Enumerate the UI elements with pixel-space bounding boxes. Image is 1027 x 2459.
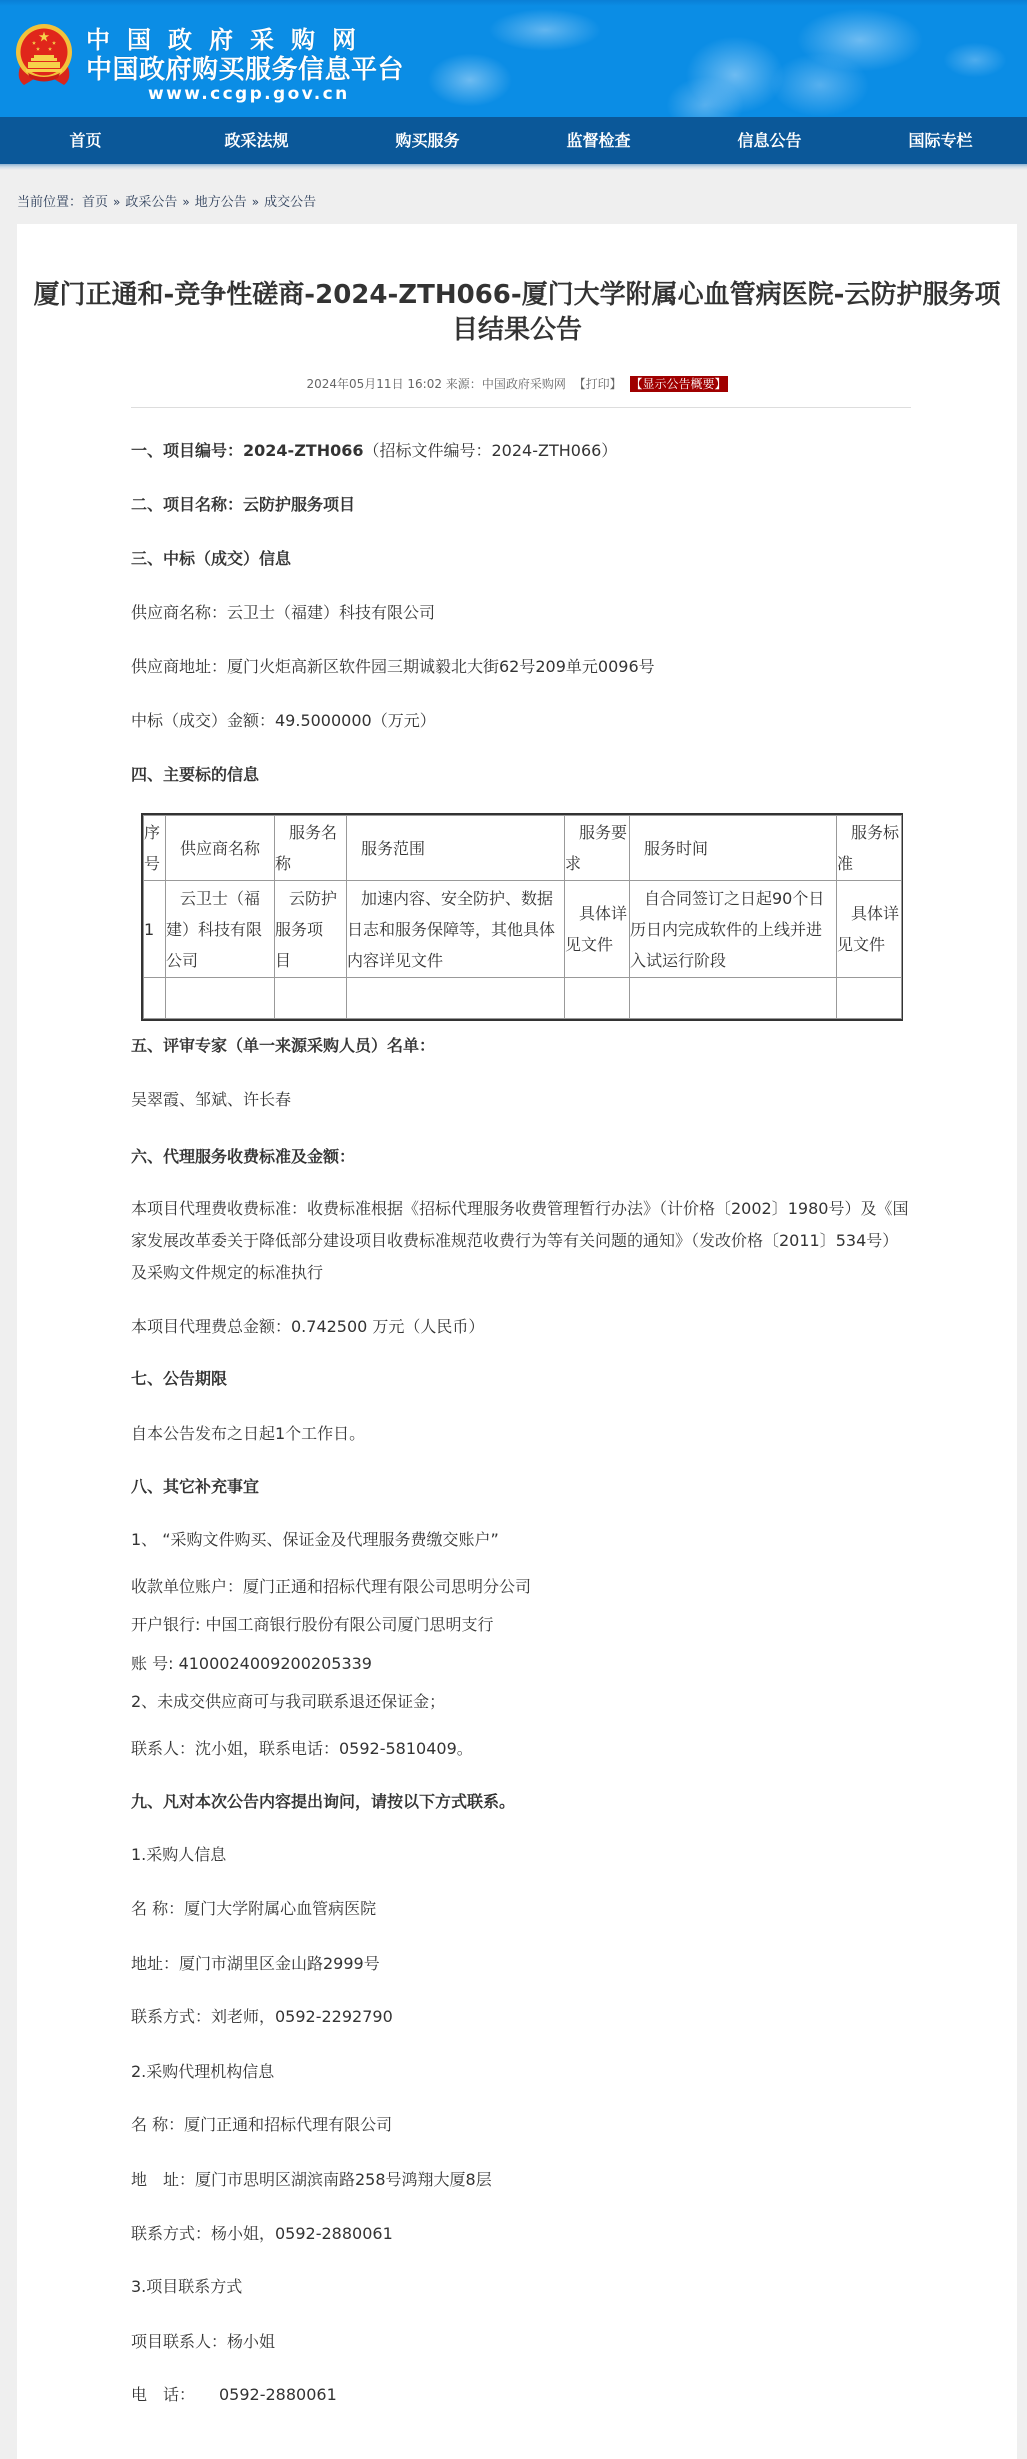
table-cell: 具体详见文件 [565, 881, 630, 978]
nav-item-regulations[interactable]: 政采法规 [224, 131, 289, 150]
section-2-label: 二、项目名称： [131, 495, 244, 514]
deal-amount: 中标（成交）金额：49.5000000（万元） [131, 711, 436, 730]
payment-account-item: 1、 “采购文件购买、保证金及代理服务费缴交账户” [131, 1530, 499, 1549]
section-7-heading: 七、公告期限 [131, 1369, 228, 1388]
breadcrumb [0, 170, 1027, 224]
agency-contact: 联系人：沈小姐，联系电话：0592-5810409。 [131, 1739, 473, 1758]
table-cell [144, 978, 166, 1019]
items-table-wrapper [141, 813, 903, 1021]
table-cell: 加速内容、安全防护、数据日志和服务保障等，其他具体内容详见文件 [347, 881, 565, 978]
payee-account: 收款单位账户：厦门正通和招标代理有限公司思明分公司 [131, 1577, 532, 1596]
project-name: 云防护服务项目 [243, 495, 356, 514]
main-nav [0, 117, 1027, 164]
table-row [144, 881, 902, 978]
purchaser-contact: 联系方式：刘老师，0592-2292790 [131, 2007, 393, 2026]
project-contact-title: 3.项目联系方式 [131, 2277, 243, 2296]
table-cell: 自合同签订之日起90个日历日内完成软件的上线并进入试运行阶段 [630, 881, 837, 978]
nav-item-purchase-services[interactable]: 购买服务 [395, 131, 460, 150]
announcement-period: 自本公告发布之日起1个工作日。 [131, 1424, 366, 1443]
site-url: www.ccgp.gov.cn [148, 84, 350, 104]
print-link[interactable]: 【打印】 [573, 377, 622, 391]
purchaser-address: 地址：厦门市湖里区金山路2999号 [131, 1954, 380, 1973]
national-emblem-icon [14, 21, 78, 91]
source-name: 中国政府采购网 [481, 377, 566, 391]
tender-doc-number: （招标文件编号：2024-ZTH066） [363, 441, 618, 460]
expert-names: 吴翠霞、邹斌、许长春 [131, 1090, 292, 1109]
section-4-heading: 四、主要标的信息 [131, 765, 260, 784]
project-number: 2024-ZTH066 [243, 441, 364, 460]
breadcrumb-prefix: 当前位置： [17, 195, 83, 210]
section-1-label: 一、项目编号： [131, 441, 244, 460]
section-8-heading: 八、其它补充事宜 [131, 1477, 260, 1496]
agency-name: 名 称：厦门正通和招标代理有限公司 [131, 2115, 393, 2134]
table-header-cell: 序号 [144, 816, 166, 881]
article-title: 厦门正通和-竞争性磋商-2024-ZTH066-厦门大学附属心血管病医院-云防护服务项目结果公告 [33, 280, 1001, 345]
table-cell [837, 978, 902, 1019]
section-project-name [131, 489, 913, 521]
table-header-cell: 服务时间 [630, 816, 837, 881]
breadcrumb-local-announcements[interactable]: 地方公告 [194, 195, 247, 210]
supplier-name: 供应商名称：云卫士（福建）科技有限公司 [131, 603, 436, 622]
fee-standard: 本项目代理费收费标准：收费标准根据《招标代理服务收费管理暂行办法》（计价格〔2002〕1980号）及《国家发展改革委关于降低部分建设项目收费标准规范收费行为等有关问题的通知》（发改价格〔2011〕534号）及采购文件规定的标准执行 [131, 1199, 909, 1282]
table-header-cell: 服务范围 [347, 816, 565, 881]
agency-contact-info: 联系方式：杨小姐，0592-2880061 [131, 2224, 393, 2243]
table-cell [630, 978, 837, 1019]
supplier-address: 供应商地址：厦门火炬高新区软件园三期诚毅北大街62号209单元0096号 [131, 657, 655, 676]
bank-name: 开户银行: 中国工商银行股份有限公司厦门思明支行 [131, 1615, 494, 1634]
site-banner [0, 0, 1027, 117]
table-cell [166, 978, 275, 1019]
project-contact-person: 项目联系人：杨小姐 [131, 2332, 276, 2351]
items-table [143, 815, 902, 1019]
table-header-cell: 服务名称 [275, 816, 347, 881]
table-cell: 1 [144, 881, 166, 978]
section-6-heading: 六、代理服务收费标准及金额： [131, 1147, 356, 1166]
table-header-cell: 服务标准 [837, 816, 902, 881]
breadcrumb-deal-announcements[interactable]: 成交公告 [264, 195, 317, 210]
site-subtitle: 中国政府购买服务信息平台 [86, 55, 405, 85]
agency-info-title: 2.采购代理机构信息 [131, 2062, 275, 2081]
table-header-cell: 服务要求 [565, 816, 630, 881]
article-body [131, 407, 913, 2411]
agency-address: 地 址：厦门市思明区湖滨南路258号鸿翔大厦8层 [131, 2170, 492, 2189]
table-header-cell: 供应商名称 [166, 816, 275, 881]
purchaser-name: 名 称：厦门大学附属心血管病医院 [131, 1899, 377, 1918]
article-meta [17, 374, 1017, 394]
nav-item-announcements[interactable]: 信息公告 [737, 131, 802, 150]
section-9-heading: 九、凡对本次公告内容提出询问，请按以下方式联系。 [131, 1792, 516, 1811]
publish-datetime: 2024年05月11日 16:02 [306, 377, 442, 391]
table-cell [275, 978, 347, 1019]
table-cell [347, 978, 565, 1019]
nav-item-supervision[interactable]: 监督检查 [566, 131, 631, 150]
article-panel [17, 224, 1017, 2459]
nav-item-international[interactable]: 国际专栏 [908, 131, 973, 150]
account-number: 账 号: 4100024009200205339 [131, 1654, 372, 1673]
table-cell [565, 978, 630, 1019]
table-cell: 云卫士（福建）科技有限公司 [166, 881, 275, 978]
source-label: 来源： [445, 377, 482, 391]
project-contact-phone: 电 话： 0592-2880061 [131, 2385, 337, 2404]
fee-total: 本项目代理费总金额：0.742500 万元（人民币） [131, 1317, 485, 1336]
breadcrumb-separator: » [251, 195, 260, 209]
title-divider [131, 407, 911, 408]
breadcrumb-separator: » [182, 195, 190, 209]
show-summary-button[interactable]: 【显示公告概要】 [630, 377, 727, 391]
breadcrumb-separator: » [113, 195, 121, 209]
section-5-heading: 五、评审专家（单一来源采购人员）名单： [131, 1036, 436, 1055]
section-3-heading: 三、中标（成交）信息 [131, 549, 292, 568]
breadcrumb-home[interactable]: 首页 [82, 195, 109, 210]
table-row [144, 978, 902, 1019]
table-cell: 具体详见文件 [837, 881, 902, 978]
purchaser-info-title: 1.采购人信息 [131, 1845, 227, 1864]
table-header-row [144, 816, 902, 881]
table-cell: 云防护服务项目 [275, 881, 347, 978]
nav-item-home[interactable]: 首页 [69, 131, 102, 150]
section-project-number [131, 435, 913, 467]
site-title: 中国政府采购网 [86, 26, 373, 54]
breadcrumb-procurement-announcements[interactable]: 政采公告 [125, 195, 178, 210]
deposit-refund-note: 2、未成交供应商可与我司联系退还保证金； [131, 1692, 446, 1711]
